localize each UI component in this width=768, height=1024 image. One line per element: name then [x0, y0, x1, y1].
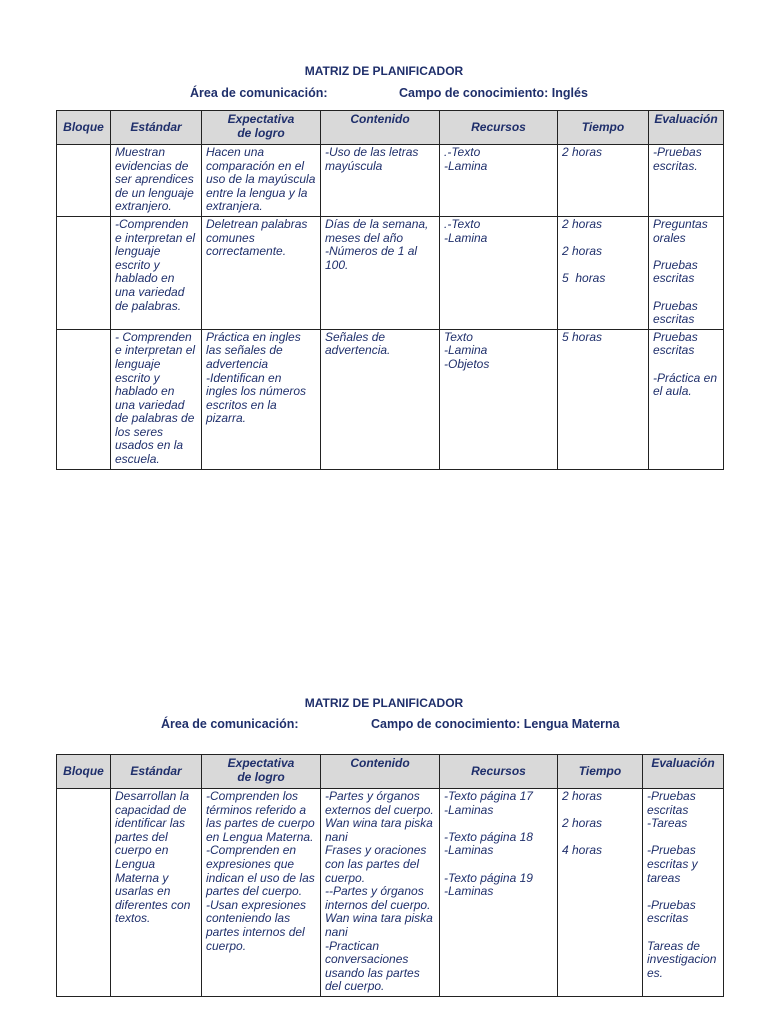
cell-recursos: .-Texto -Lamina [440, 145, 558, 217]
recursos-item: -Texto página 18 -Laminas [444, 829, 533, 858]
evaluacion-item: Pruebas escritas [653, 298, 698, 327]
evaluacion-item: -Pruebas escritas [647, 897, 696, 926]
tiempo-item: 5 horas [562, 271, 606, 286]
page-title-2: MATRIZ DE PLANIFICADOR [304, 696, 464, 710]
planning-table-2 [56, 754, 724, 997]
header-tiempo: Tiempo [558, 755, 643, 789]
table-row [57, 145, 724, 217]
cell-expectativa: Práctica en ingles las señales de advertencia -Identifican en ingles los números escritos en la pizarra. [202, 329, 321, 469]
planning-table-1 [56, 110, 724, 470]
cell-evaluacion [649, 329, 724, 469]
evaluacion-item: -Práctica en el aula. [653, 370, 718, 399]
cell-contenido: Señales de advertencia. [321, 329, 440, 469]
tiempo-item: 2 horas [562, 216, 603, 231]
header-contenido: Contenido [321, 111, 440, 145]
table-header-row [57, 111, 724, 145]
header-evaluacion: Evaluación [643, 755, 724, 789]
cell-contenido: Días de la semana, meses del año -Números de 1 al 100. [321, 216, 440, 329]
cell-expectativa: Hacen una comparación en el uso de la mayúscula entre la lengua y la extranjera. [202, 145, 321, 217]
cell-recursos: Texto -Lamina -Objetos [440, 329, 558, 469]
evaluacion-item: -Pruebas escritas -Tareas [647, 789, 696, 831]
header-evaluacion: Evaluación [649, 111, 724, 145]
cell-estandar: - Comprenden e interpretan el lenguaje escrito y hablado en una variedad de palabras de los seres usados en la escuela. [111, 329, 202, 469]
header-recursos: Recursos [440, 111, 558, 145]
cell-tiempo [558, 216, 649, 329]
cell-evaluacion [643, 789, 724, 997]
cell-tiempo: 5 horas [558, 329, 649, 469]
evaluacion-item: -Pruebas escritas y tareas [647, 843, 698, 885]
cell-contenido: -Partes y órganos externos del cuerpo. Wan wina tara piska nani Frases y oraciones con las partes del cuerpo. --Partes y órganos internos del cuerpo. Wan wina tara piska nani -Practican conversaciones usando las partes del cuerpo. [321, 789, 440, 997]
evaluacion-item: Tareas de investigacion es. [647, 938, 717, 980]
cell-recursos [440, 789, 558, 997]
cell-bloque [57, 789, 111, 997]
cell-bloque [57, 216, 111, 329]
cell-expectativa: Deletrean palabras comunes correctamente. [202, 216, 321, 329]
table-row [57, 216, 724, 329]
tiempo-item: 4 horas [562, 843, 603, 858]
cell-bloque [57, 329, 111, 469]
header-estandar: Estándar [111, 755, 202, 789]
tiempo-item: 2 horas [562, 244, 603, 259]
table-row [57, 329, 724, 469]
cell-evaluacion [649, 216, 724, 329]
header-bloque: Bloque [57, 111, 111, 145]
cell-expectativa: -Comprenden los términos referido a las partes de cuerpo en Lengua Materna. -Comprenden en expresiones que indican el uso de las partes del cuerpo. -Usan expresiones conteniendo las partes internos del cuerpo. [202, 789, 321, 997]
evaluacion-item: Pruebas escritas [653, 257, 698, 286]
recursos-item: -Texto página 19 -Laminas [444, 870, 533, 899]
header-expectativa: Expectativa de logro [202, 111, 321, 145]
table-row [57, 789, 724, 997]
evaluacion-item: Pruebas escritas [653, 329, 698, 358]
campo-label-1: Campo de conocimiento: Inglés [399, 86, 588, 100]
cell-contenido: -Uso de las letras mayúscula [321, 145, 440, 217]
recursos-item: -Texto página 17 -Laminas [444, 789, 533, 817]
header-estandar: Estándar [111, 111, 202, 145]
cell-bloque [57, 145, 111, 217]
header-recursos: Recursos [440, 755, 558, 789]
tiempo-item: 2 horas [562, 816, 603, 831]
header-expectativa: Expectativa de logro [202, 755, 321, 789]
evaluacion-item: Preguntas orales [653, 216, 708, 245]
header-contenido: Contenido [321, 755, 440, 789]
cell-estandar: -Comprenden e interpretan el lenguaje escrito y hablado en una variedad de palabras. [111, 216, 202, 329]
area-label-1: Área de comunicación: [190, 86, 328, 100]
header-bloque: Bloque [57, 755, 111, 789]
tiempo-item: 2 horas [562, 789, 603, 803]
cell-recursos: .-Texto -Lamina [440, 216, 558, 329]
table-header-row [57, 755, 724, 789]
cell-tiempo: 2 horas [558, 145, 649, 217]
cell-tiempo [558, 789, 643, 997]
header-tiempo: Tiempo [558, 111, 649, 145]
cell-evaluacion: -Pruebas escritas. [649, 145, 724, 217]
campo-label-2: Campo de conocimiento: Lengua Materna [371, 717, 620, 731]
area-label-2: Área de comunicación: [161, 717, 299, 731]
cell-estandar: Muestran evidencias de ser aprendices de un lenguaje extranjero. [111, 145, 202, 217]
page-title-1: MATRIZ DE PLANIFICADOR [304, 64, 464, 78]
cell-estandar: Desarrollan la capacidad de identificar las partes del cuerpo en Lengua Materna y usarlas en diferentes con textos. [111, 789, 202, 997]
